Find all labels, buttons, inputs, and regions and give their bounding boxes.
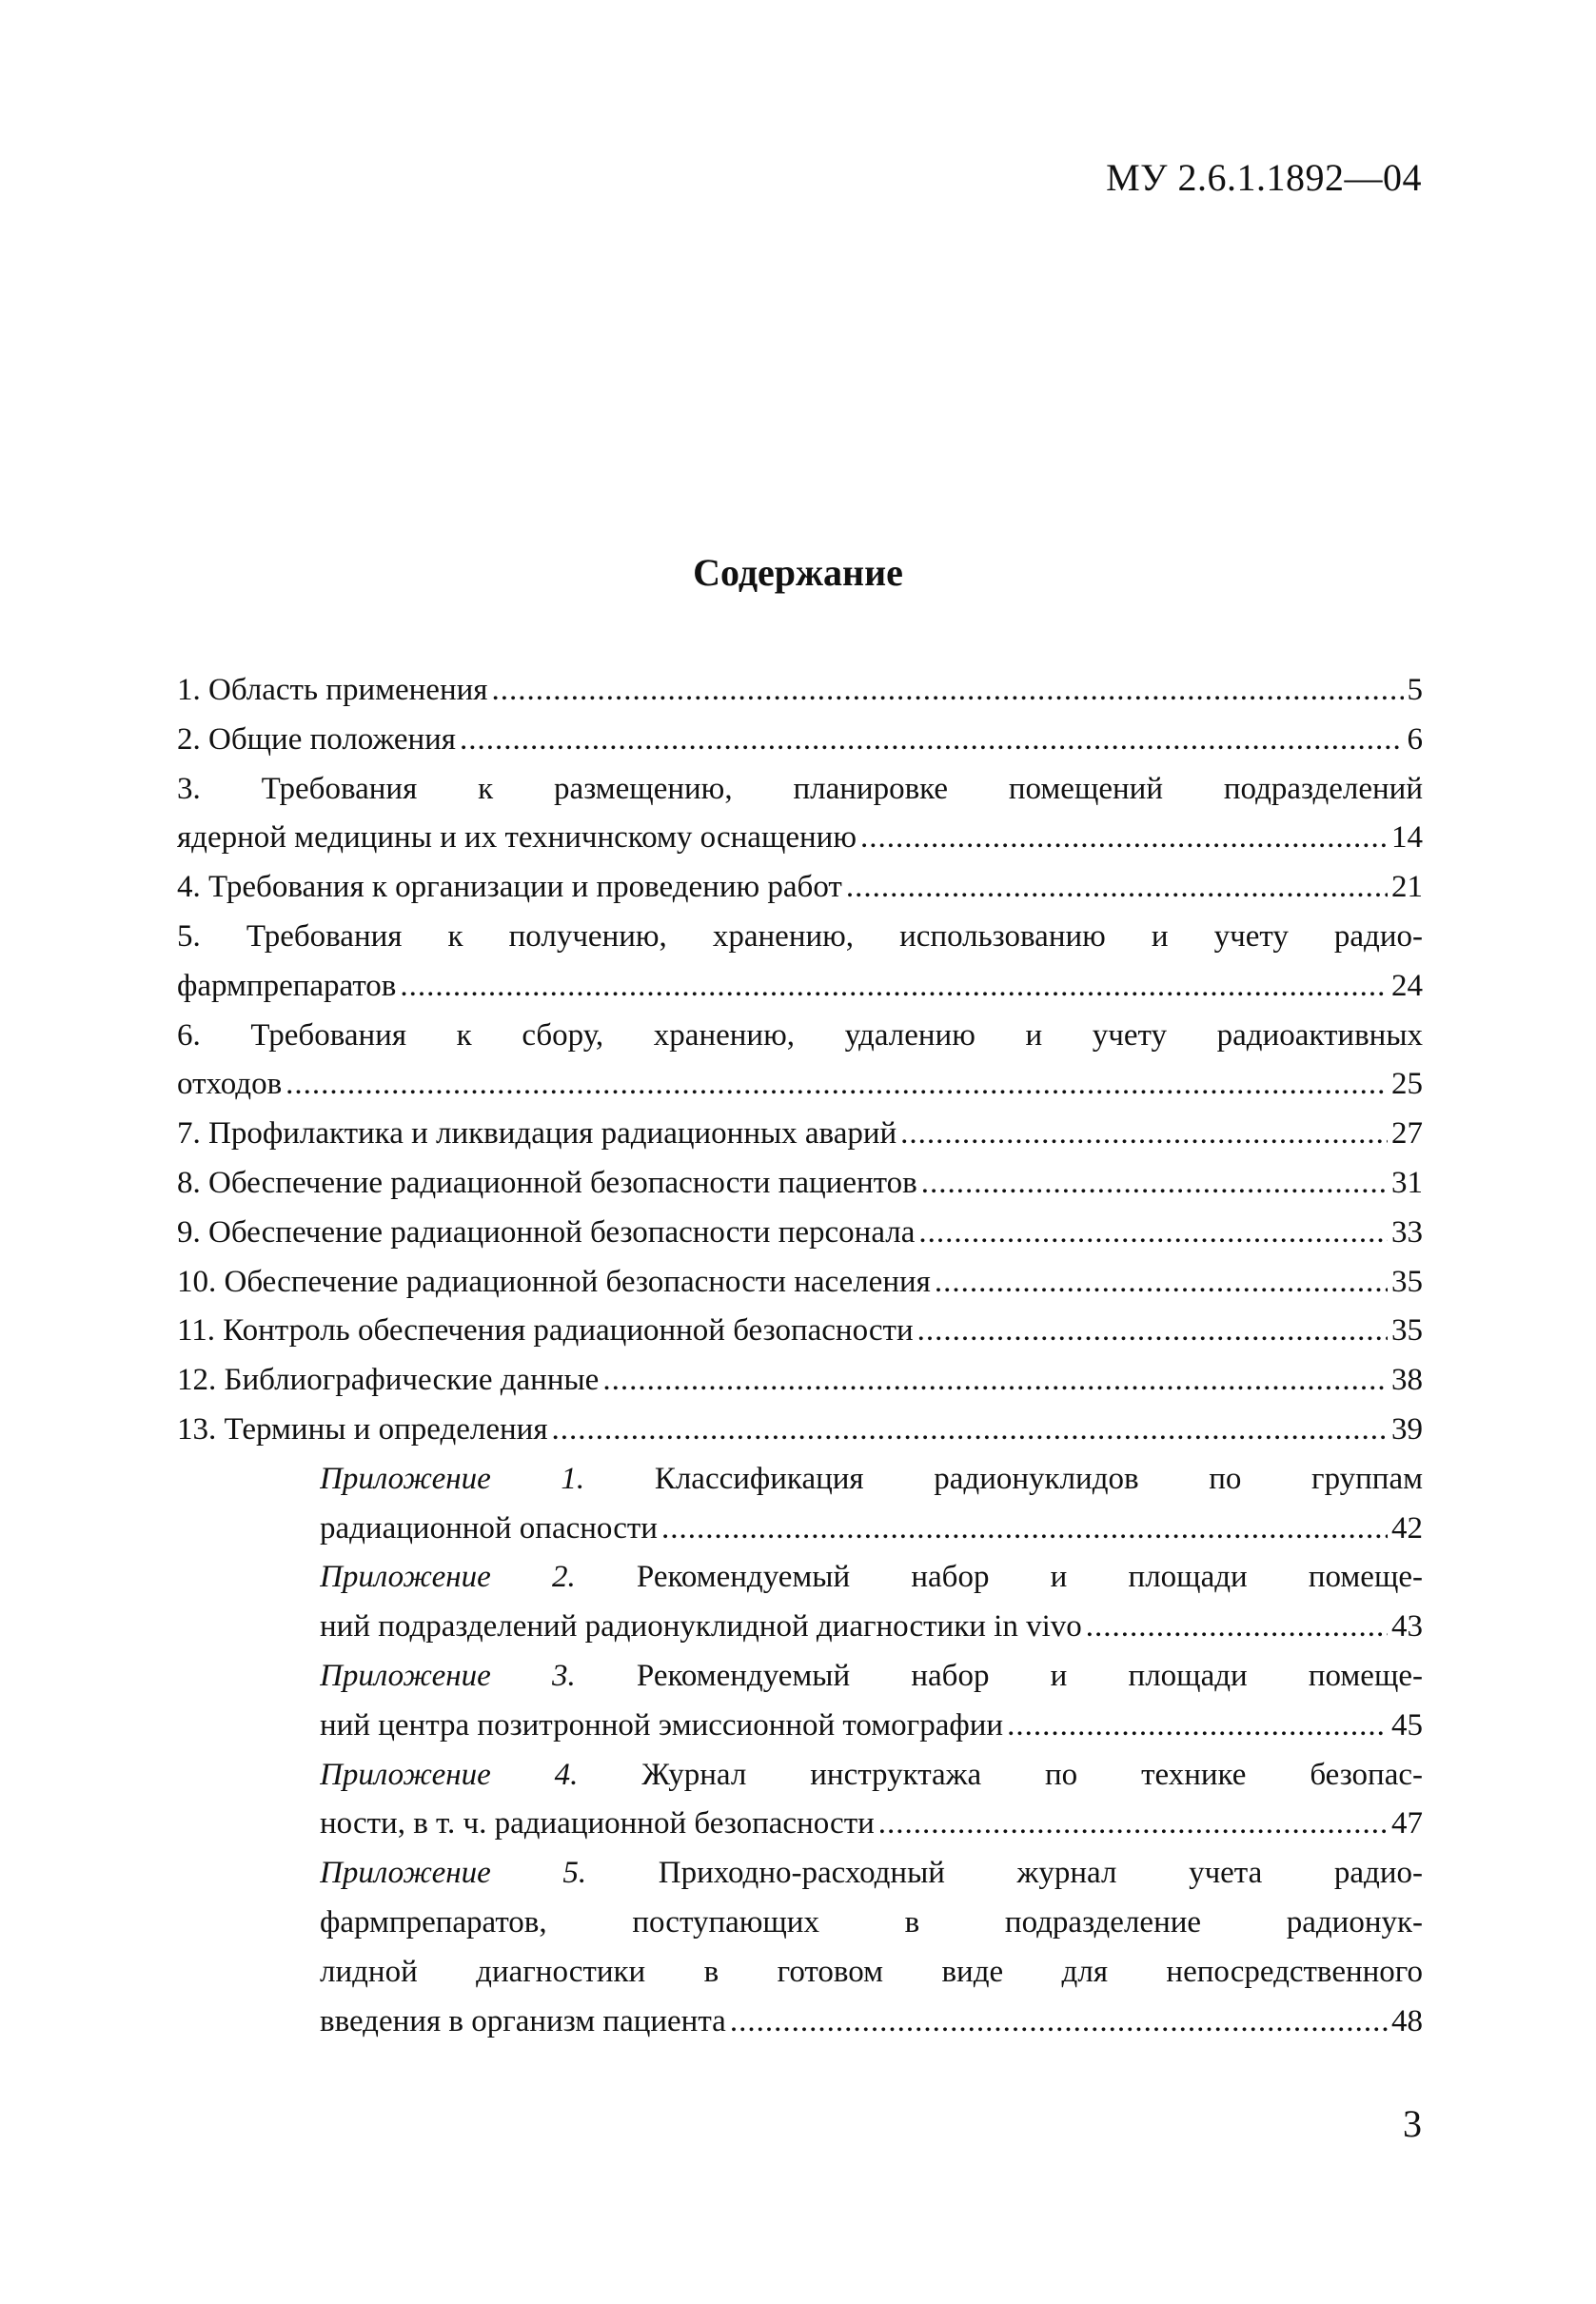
- toc-page-number: 33: [1391, 1214, 1423, 1250]
- appendix-label: Приложение 5.: [320, 1856, 587, 1891]
- toc-line-text: 7. Профилактика и ликвидация радиационных аварий: [177, 1116, 897, 1152]
- appendix-label: Приложение 3.: [320, 1658, 576, 1693]
- appendix-entry: [320, 1751, 1423, 1850]
- toc-title: Содержание: [693, 551, 903, 594]
- toc-line: [177, 1307, 1423, 1356]
- toc-line: [320, 1948, 1423, 1998]
- toc-line: [320, 1652, 1423, 1702]
- dot-leader: [1086, 1603, 1388, 1652]
- toc-page-number: 21: [1391, 870, 1423, 905]
- toc-line-text: 13. Термины и определения: [177, 1411, 548, 1447]
- toc-line-text: Приложение 5. Приходно-расходный журнал учета радио-: [320, 1856, 1423, 1891]
- toc-entry: [177, 716, 1423, 765]
- appendix-entry: [320, 1652, 1423, 1751]
- dot-leader: [552, 1406, 1388, 1455]
- toc-line-text: ядерной медицины и их техничнскому оснащению: [177, 820, 857, 856]
- toc-page-number: 38: [1391, 1363, 1423, 1398]
- toc-line-text: ности, в т. ч. радиационной безопасности: [320, 1806, 875, 1841]
- toc-page-number: 14: [1391, 820, 1423, 856]
- dot-leader: [491, 666, 1403, 716]
- toc-line-text: введения в организм пациента: [320, 2003, 726, 2038]
- toc-line-text: 3. Требования к размещению, планировке помещений подразделений: [177, 771, 1423, 806]
- toc-line: [177, 1060, 1423, 1110]
- toc-line: [177, 962, 1423, 1012]
- toc-page-number: 25: [1391, 1067, 1423, 1102]
- toc-line-text: радиационной опасности: [320, 1510, 658, 1546]
- toc-line: [320, 1603, 1423, 1652]
- toc-line: [320, 1751, 1423, 1801]
- toc-line: [177, 1258, 1423, 1308]
- toc-entry: [177, 1406, 1423, 1455]
- toc-line: [177, 666, 1423, 716]
- toc-page-number: 24: [1391, 968, 1423, 1003]
- dot-leader: [286, 1060, 1388, 1110]
- document-code: МУ 2.6.1.1892—04: [1106, 156, 1422, 199]
- toc-line: [177, 863, 1423, 913]
- dot-leader: [918, 1209, 1388, 1258]
- toc-line-text: Приложение 4. Журнал инструктажа по технике безопас-: [320, 1757, 1423, 1792]
- toc-entry: [177, 913, 1423, 1012]
- appendix-entry: [320, 1849, 1423, 2046]
- toc-line-text: 2. Общие положения: [177, 721, 456, 757]
- toc-entry: [177, 1012, 1423, 1111]
- toc-entry: [177, 1110, 1423, 1159]
- toc-page-number: 47: [1391, 1806, 1423, 1841]
- toc-page-number: 31: [1391, 1165, 1423, 1200]
- dot-leader: [730, 1998, 1388, 2047]
- dot-leader: [860, 814, 1388, 863]
- toc-line: [320, 1800, 1423, 1849]
- toc-line-text: Приложение 1. Классификация радионуклидов по группам: [320, 1461, 1423, 1496]
- dot-leader: [602, 1356, 1388, 1406]
- toc-page-number: 35: [1391, 1264, 1423, 1299]
- toc-line: [177, 1209, 1423, 1258]
- toc-line-text: 6. Требования к сбору, хранению, удалению и учету радиоактивных: [177, 1017, 1423, 1053]
- toc-entry: [177, 863, 1423, 913]
- toc-line: [177, 1159, 1423, 1209]
- toc-line: [177, 765, 1423, 815]
- toc-line: [177, 1406, 1423, 1455]
- toc-line-text: Приложение 2. Рекомендуемый набор и площади помеще-: [320, 1560, 1423, 1595]
- dot-leader: [1007, 1702, 1388, 1751]
- toc-line-text: 5. Требования к получению, хранению, использованию и учету радио-: [177, 918, 1423, 954]
- appendix-label: Приложение 2.: [320, 1560, 576, 1595]
- toc-page-number: 27: [1391, 1116, 1423, 1152]
- toc-entry: [177, 1258, 1423, 1308]
- toc-entry: [177, 666, 1423, 716]
- dot-leader: [846, 863, 1388, 913]
- toc-line: [320, 1553, 1423, 1603]
- toc-line: [177, 913, 1423, 962]
- appendix-entry: [320, 1455, 1423, 1554]
- toc-page-number: 35: [1391, 1313, 1423, 1349]
- toc-line-text: Приложение 3. Рекомендуемый набор и площади помеще-: [320, 1658, 1423, 1693]
- dot-leader: [661, 1505, 1388, 1554]
- toc-line: [177, 814, 1423, 863]
- dot-leader: [921, 1159, 1388, 1209]
- toc-line-text: 8. Обеспечение радиационной безопасности пациентов: [177, 1165, 917, 1200]
- toc-line-text: ний центра позитронной эмиссионной томографии: [320, 1707, 1004, 1743]
- toc-line-text: 11. Контроль обеспечения радиационной безопасности: [177, 1313, 914, 1349]
- toc-line-text: отходов: [177, 1067, 283, 1102]
- toc-line: [177, 1356, 1423, 1406]
- toc-line: [320, 1702, 1423, 1751]
- toc-line: [177, 1012, 1423, 1061]
- dot-leader: [878, 1800, 1388, 1849]
- toc-page-number: 43: [1391, 1609, 1423, 1644]
- toc-entry: [177, 1159, 1423, 1209]
- toc-entry: [177, 765, 1423, 864]
- toc-line-text: фармпрепаратов, поступающих в подразделение радионук-: [320, 1904, 1423, 1940]
- toc-line: [177, 1110, 1423, 1159]
- toc-line-text: лидной диагностики в готовом виде для непосредственного: [320, 1954, 1423, 1989]
- toc-line-text: 1. Область применения: [177, 673, 488, 707]
- toc-line: [320, 1998, 1423, 2047]
- toc-line: [320, 1505, 1423, 1554]
- dot-leader: [400, 962, 1388, 1012]
- toc-line: [320, 1899, 1423, 1948]
- appendix-entry: [320, 1553, 1423, 1652]
- toc-line-text: фармпрепаратов: [177, 968, 397, 1003]
- toc-line-text: 4. Требования к организации и проведению работ: [177, 870, 842, 905]
- toc-line-text: 10. Обеспечение радиационной безопасности населения: [177, 1264, 931, 1299]
- toc-line: [320, 1455, 1423, 1505]
- toc-page-number: 6: [1407, 721, 1423, 757]
- toc-line-text: ний подразделений радионуклидной диагностики in vivo: [320, 1609, 1082, 1644]
- toc-page-number: 42: [1391, 1510, 1423, 1546]
- toc-line: [320, 1849, 1423, 1899]
- appendix-label: Приложение 1.: [320, 1461, 585, 1496]
- toc-page-number: 45: [1391, 1707, 1423, 1743]
- toc-line-text: 12. Библиографические данные: [177, 1363, 600, 1398]
- toc-page-number: 5: [1407, 673, 1423, 707]
- dot-leader: [900, 1110, 1388, 1159]
- dot-leader: [917, 1307, 1388, 1356]
- dot-leader: [935, 1258, 1388, 1308]
- toc-page-number: 48: [1391, 2003, 1423, 2038]
- toc-line: [177, 716, 1423, 765]
- toc-entry: [177, 1209, 1423, 1258]
- toc-line-text: 9. Обеспечение радиационной безопасности персонала: [177, 1214, 916, 1250]
- dot-leader: [460, 716, 1404, 765]
- table-of-contents: [177, 666, 1423, 2046]
- page-number: 3: [1403, 2102, 1422, 2145]
- appendix-label: Приложение 4.: [320, 1757, 579, 1792]
- toc-entry: [177, 1356, 1423, 1406]
- toc-page-number: 39: [1391, 1411, 1423, 1447]
- toc-entry: [177, 1307, 1423, 1356]
